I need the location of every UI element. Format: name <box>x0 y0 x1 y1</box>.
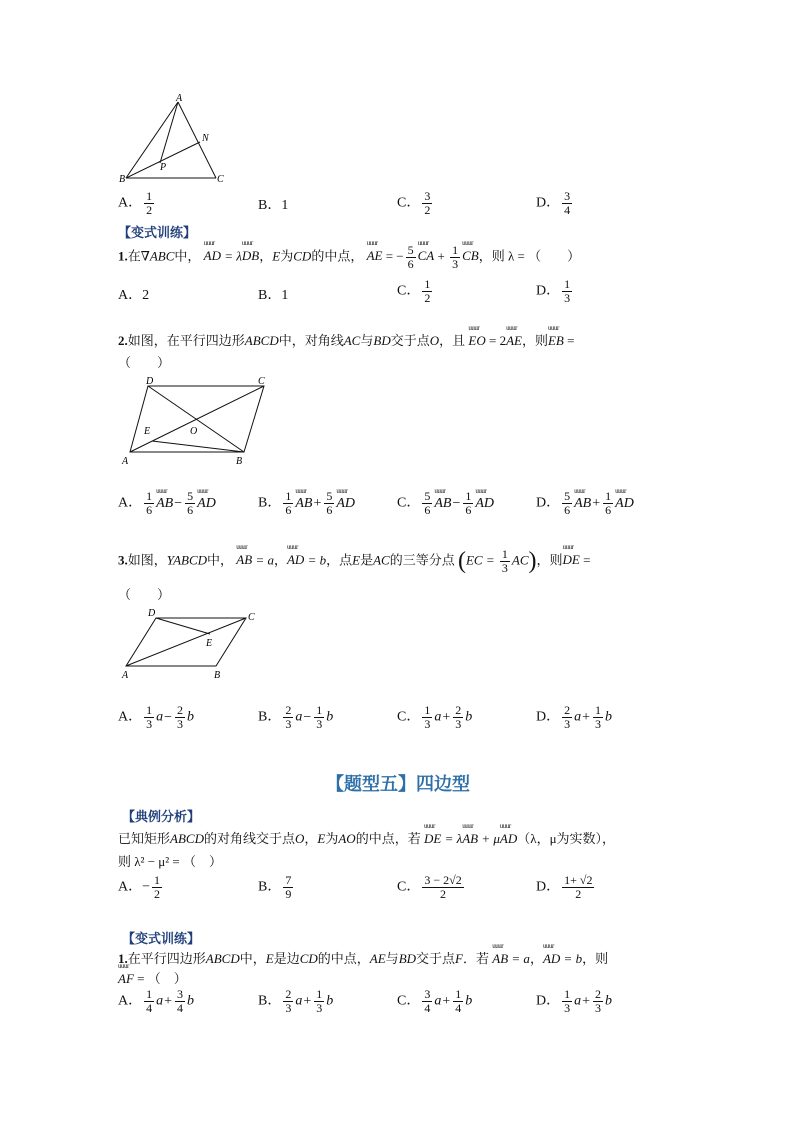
ex-option-b[interactable]: B． $\frac{7}{9}$ <box>258 873 292 901</box>
option-d[interactable]: D． $\frac{3}{4}$ <box>536 189 571 217</box>
fraction: $\frac{5}{6}$ <box>326 489 333 517</box>
question-3-paren: （ ） <box>118 587 171 602</box>
fraction: $\frac{5}{6}$ <box>424 489 431 517</box>
question-4: 1.在平行四边形ABCD中，E是边CD的中点，AE与BD交于点F．若 uuur AB = a，uuur AD = b，则 <box>118 948 608 967</box>
label-N: N <box>202 133 209 144</box>
q1-option-b[interactable]: B．1 <box>258 288 289 303</box>
fraction: $\frac{5}{6}$ <box>564 489 571 517</box>
q1-option-a[interactable]: A．2 <box>118 288 150 303</box>
option-c[interactable]: C． $\frac{3}{4}$ a+ $\frac{1}{4}$ b <box>397 987 473 1015</box>
label-E: E <box>206 638 213 649</box>
fraction: $\frac{3}{4}$ <box>424 987 431 1015</box>
ex-option-c[interactable]: C． $\frac{3 - 2√2}{2}$ <box>397 873 462 901</box>
question-3: 3.如图，YABCD中， uuur AB = a，uuur AD = b，点E是AC的三等分点 (EC = $\frac{1}{3}$ AC)，则uuur DE = <box>118 548 590 575</box>
label-D: D <box>146 376 154 387</box>
option-c[interactable]: C． $\frac{3}{2}$ <box>397 189 431 217</box>
question-2-paren: （ ） <box>118 355 171 370</box>
option-a[interactable]: A． $\frac{1}{6}$ uuur AB− $\frac{5}{6}$ uuur AD <box>118 490 216 517</box>
parallelogram-figure-2 <box>118 606 268 684</box>
fraction: $\frac{2}{3}$ <box>595 987 602 1015</box>
fraction: $\frac{2}{3}$ <box>177 703 184 731</box>
q1-option-c[interactable]: C． $\frac{1}{2}$ <box>397 277 431 305</box>
q2-options <box>118 490 678 524</box>
option-a[interactable]: A． $\frac{1}{2}$ <box>118 189 153 217</box>
label-B: B <box>214 670 221 681</box>
fraction: $\frac{2}{3}$ <box>285 703 292 731</box>
section-label-dianli: 【典例分析】 <box>122 810 201 825</box>
label-E: E <box>144 426 151 437</box>
fraction: $\frac{2}{3}$ <box>285 987 292 1015</box>
option-b[interactable]: B． $\frac{2}{3}$ a− $\frac{1}{3}$ b <box>258 703 334 731</box>
fraction: $\frac{1}{6}$ <box>285 489 292 517</box>
label-A: A <box>176 93 183 104</box>
fraction: $\frac{1}{2}$ <box>146 189 153 217</box>
fraction: $\frac{1}{3}$ <box>595 703 602 731</box>
label-B: B <box>236 456 243 467</box>
ex-option-a[interactable]: A．− $\frac{1}{2}$ <box>118 873 161 901</box>
fraction: $\frac{3}{2}$ <box>424 189 431 217</box>
option-b[interactable]: B． $\frac{1}{6}$ uuur AB+ $\frac{5}{6}$ uuur AD <box>258 490 355 517</box>
fraction: $\frac{3}{4}$ <box>177 987 184 1015</box>
label-C: C <box>217 174 224 184</box>
option-a[interactable]: A． $\frac{1}{3}$ a− $\frac{2}{3}$ b <box>118 703 195 731</box>
fraction: $\frac{1}{4}$ <box>455 987 462 1015</box>
fraction: $\frac{2}{3}$ <box>455 703 462 731</box>
section-title: 【题型五】四边型 <box>326 774 470 795</box>
q4-options <box>118 988 678 1022</box>
section-label-bianshi-2: 【变式训练】 <box>122 932 201 947</box>
example-question-line2: 则 λ² − μ² = （ ） <box>118 854 222 869</box>
option-d[interactable]: D． $\frac{2}{3}$ a+ $\frac{1}{3}$ b <box>536 703 613 731</box>
label-A: A <box>122 456 129 467</box>
fraction: $\frac{5}{6}$ <box>187 489 194 517</box>
fraction: $\frac{1}{3}$ <box>316 703 323 731</box>
label-P: P <box>160 162 167 173</box>
fraction: $\frac{1}{3}$ <box>146 703 153 731</box>
option-b[interactable]: B．1 <box>258 198 289 213</box>
parallelogram-figure-1 <box>118 372 278 468</box>
option-b[interactable]: B． $\frac{2}{3}$ a+ $\frac{1}{3}$ b <box>258 987 334 1015</box>
label-C: C <box>258 376 265 387</box>
fraction: $\frac{1}{4}$ <box>146 987 153 1015</box>
fraction: $\frac{1}{3}$ <box>564 987 571 1015</box>
label-A: A <box>122 670 129 681</box>
question-1: 1.在∇ABC中， uuur AD = λuuur DB，E为CD的中点， uuur AE = − $\frac{5}{6}$ uuur CA + $\frac{1}{3}$ uuur CB，则 λ = （ ） <box>118 244 580 271</box>
example-question: 已知矩形ABCD的对角线交于点O，E为AO的中点，若 uuur DE = λuuur AB + μuuur AD（λ，μ为实数）， <box>118 828 615 847</box>
triangle-figure <box>118 92 230 184</box>
q3-options <box>118 704 678 738</box>
option-a[interactable]: A． $\frac{1}{4}$ a+ $\frac{3}{4}$ b <box>118 987 195 1015</box>
option-d[interactable]: D． $\frac{5}{6}$ uuur AB+ $\frac{1}{6}$ uuur AD <box>536 490 634 517</box>
option-c[interactable]: C． $\frac{5}{6}$ uuur AB− $\frac{1}{6}$ uuur AD <box>397 490 494 517</box>
fraction: $\frac{3}{4}$ <box>564 189 571 217</box>
label-B: B <box>119 174 126 184</box>
fraction: $\frac{1}{3}$ <box>316 987 323 1015</box>
ex-option-d[interactable]: D． $\frac{1+ √2}{2}$ <box>536 873 593 901</box>
fraction: $\frac{1}{6}$ <box>465 489 472 517</box>
fraction: $\frac{2}{3}$ <box>564 703 571 731</box>
q1-option-d[interactable]: D． $\frac{1}{3}$ <box>536 277 571 305</box>
label-O: O <box>190 426 198 437</box>
section-label-bianshi: 【变式训练】 <box>118 226 197 241</box>
question-2: 2.如图，在平行四边形ABCD中，对角线AC与BD交于点O，且 uuur EO = 2uuur AE，则uuur EB = <box>118 330 574 349</box>
fraction: $\frac{1}{6}$ <box>605 489 612 517</box>
fraction: $\frac{1}{3}$ <box>424 703 431 731</box>
question-4-line2: uuur AF = （ ） <box>118 968 187 987</box>
option-c[interactable]: C． $\frac{1}{3}$ a+ $\frac{2}{3}$ b <box>397 703 473 731</box>
label-D: D <box>148 608 156 619</box>
label-C: C <box>248 612 255 623</box>
fraction: $\frac{1}{6}$ <box>146 489 153 517</box>
option-d[interactable]: D． $\frac{1}{3}$ a+ $\frac{2}{3}$ b <box>536 987 613 1015</box>
